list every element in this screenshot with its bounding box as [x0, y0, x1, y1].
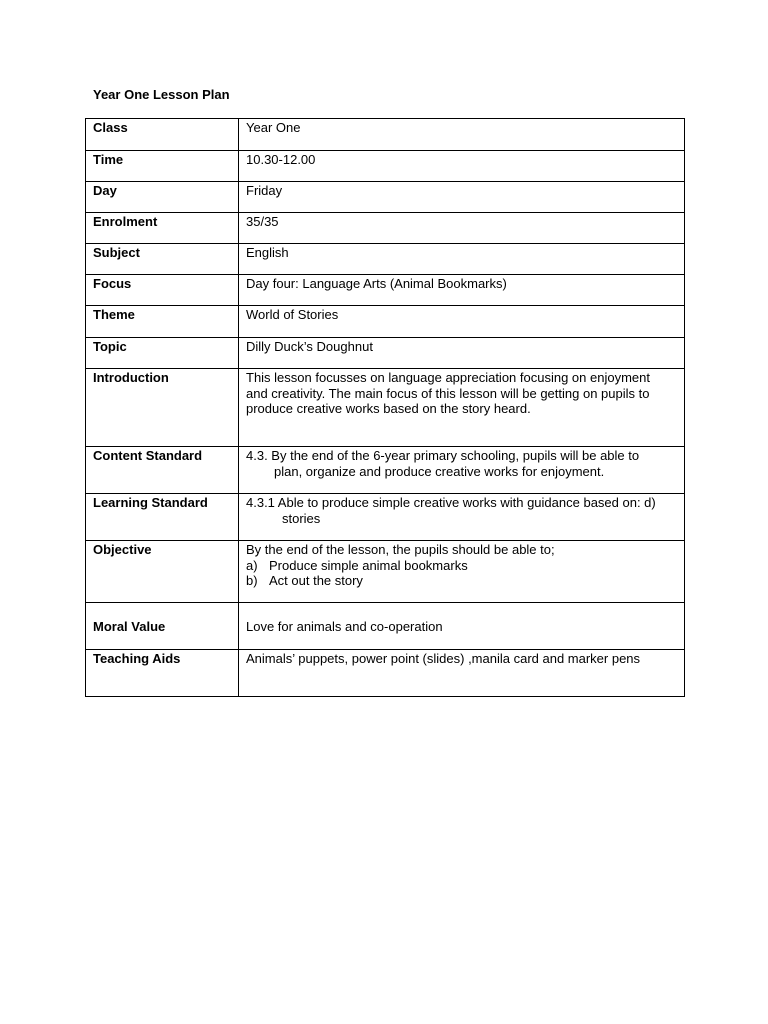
- row-label: Topic: [86, 338, 239, 369]
- table-row-enrolment: [86, 213, 685, 244]
- row-label: Focus: [86, 275, 239, 306]
- row-label: Learning Standard: [86, 494, 239, 541]
- row-label: Moral Value: [86, 603, 239, 650]
- objective-intro: By the end of the lesson, the pupils should be able to;: [246, 542, 555, 557]
- table-row-subject: [86, 244, 685, 275]
- list-item: [246, 558, 670, 574]
- row-value: This lesson focusses on language appreciation focusing on enjoyment and creativity. The main focus of this lesson will be getting on pupils to produce creative works based on the story heard.: [239, 369, 685, 447]
- row-value: [239, 541, 685, 603]
- table-row-class: [86, 119, 685, 151]
- row-value: English: [239, 244, 685, 275]
- table-row-day: [86, 182, 685, 213]
- list-marker: b): [246, 573, 258, 588]
- row-value: 10.30-12.00: [239, 151, 685, 182]
- page-title: Year One Lesson Plan: [93, 87, 230, 102]
- list-item-text: Produce simple animal bookmarks: [269, 557, 468, 573]
- table-row-focus: [86, 275, 685, 306]
- table-row-introduction: [86, 369, 685, 447]
- row-label: Day: [86, 182, 239, 213]
- learning-standard-text: 4.3.1 Able to produce simple creative works with guidance based on: d) stories: [246, 495, 656, 526]
- row-label: Teaching Aids: [86, 650, 239, 697]
- row-label: Enrolment: [86, 213, 239, 244]
- row-label: Time: [86, 151, 239, 182]
- row-label: Class: [86, 119, 239, 151]
- row-value: Friday: [239, 182, 685, 213]
- row-label: Subject: [86, 244, 239, 275]
- row-value: Day four: Language Arts (Animal Bookmarks): [239, 275, 685, 306]
- table-row-topic: [86, 338, 685, 369]
- row-value: [239, 447, 685, 494]
- content-standard-text: 4.3. By the end of the 6-year primary schooling, pupils will be able to plan, organize and produce creative works for enjoyment.: [246, 448, 640, 479]
- row-value: Animals’ puppets, power point (slides) ,manila card and marker pens: [239, 650, 685, 697]
- list-marker: a): [246, 557, 258, 573]
- table-row-objective: [86, 541, 685, 603]
- row-value: [239, 494, 685, 541]
- row-value: Dilly Duck’s Doughnut: [239, 338, 685, 369]
- table-row-time: [86, 151, 685, 182]
- row-value: Year One: [239, 119, 685, 151]
- table-row-teaching-aids: [86, 650, 685, 697]
- row-value: World of Stories: [239, 306, 685, 338]
- list-item: [246, 573, 670, 589]
- list-item-text: Act out the story: [269, 573, 363, 588]
- lesson-plan-table: [85, 118, 685, 697]
- row-value: 35/35: [239, 213, 685, 244]
- row-label: Objective: [86, 541, 239, 603]
- table-row-moral-value: [86, 603, 685, 650]
- row-label: Content Standard: [86, 447, 239, 494]
- row-label: Introduction: [86, 369, 239, 447]
- table-row-content-standard: [86, 447, 685, 494]
- table-row-learning-standard: [86, 494, 685, 541]
- row-label: Theme: [86, 306, 239, 338]
- table-row-theme: [86, 306, 685, 338]
- row-value: Love for animals and co-operation: [239, 603, 685, 650]
